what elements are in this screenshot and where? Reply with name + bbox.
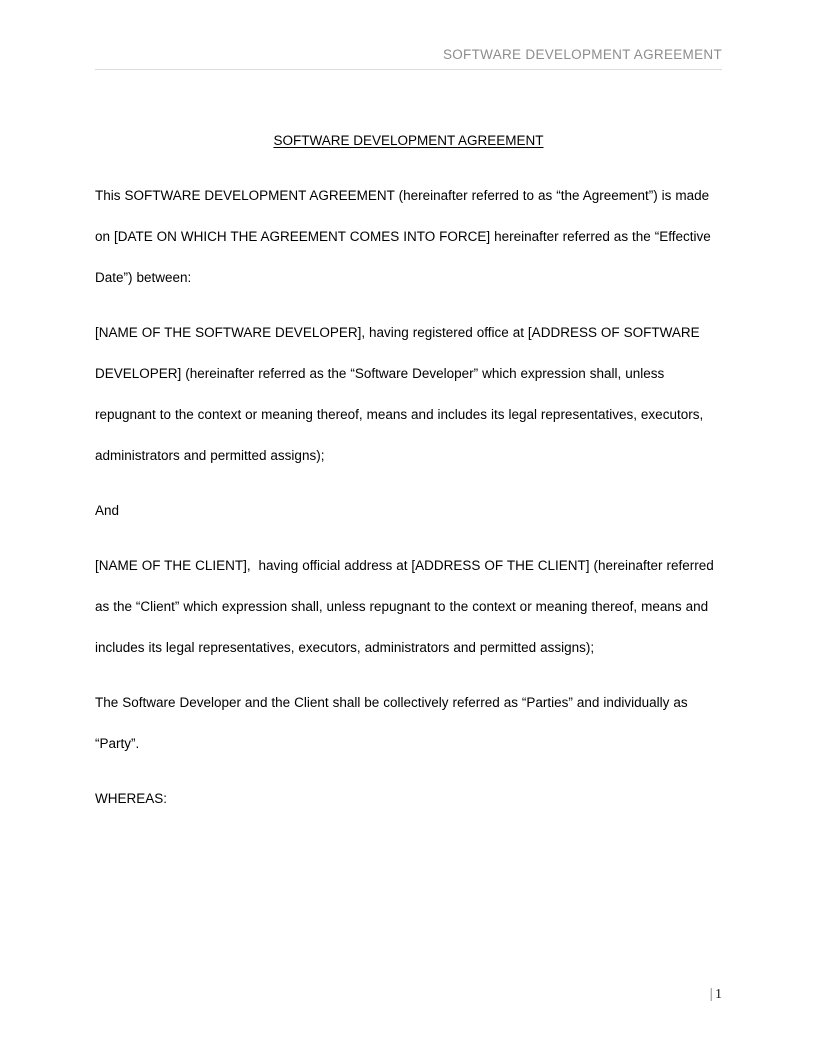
page-title bbox=[95, 120, 722, 161]
paragraph-party-software-developer: [NAME OF THE SOFTWARE DEVELOPER], having registered office at [ADDRESS OF SOFTWARE DEVELOPER] (hereinafter referred as the “Software Developer” which expression shall, unless repugnant to the context or meaning thereof, means and includes its legal representatives, executors, administrators and permitted assigns); bbox=[95, 325, 708, 463]
paragraph-conjunction-and: And bbox=[95, 503, 120, 518]
header-divider bbox=[95, 69, 722, 70]
page-header bbox=[95, 46, 722, 70]
paragraph-recital-agreement-date: This SOFTWARE DEVELOPMENT AGREEMENT (hereinafter referred to as “the Agreement”) is made on [DATE ON WHICH THE AGREEMENT COMES INTO FORCE] hereinafter referred as the “Effective Date”) between: bbox=[95, 188, 715, 285]
document-body bbox=[95, 120, 722, 819]
footer-page-number: 1 bbox=[715, 987, 722, 1002]
paragraph-whereas-heading: WHEREAS: bbox=[95, 791, 168, 806]
footer-separator: | bbox=[709, 986, 713, 1001]
page-title-text: SOFTWARE DEVELOPMENT AGREEMENT bbox=[273, 133, 544, 148]
page-footer bbox=[95, 985, 722, 1004]
paragraph-parties-definition: The Software Developer and the Client shall be collectively referred as “Parties” and individually as “Party”. bbox=[95, 695, 692, 751]
running-header-title: SOFTWARE DEVELOPMENT AGREEMENT bbox=[442, 47, 722, 62]
paragraph-party-client: [NAME OF THE CLIENT], having official address at [ADDRESS OF THE CLIENT] (hereinafter referred as the “Client” which expression shall, unless repugnant to the context or meaning thereof, means and includes its legal representatives, executors, administrators and permitted assigns); bbox=[95, 558, 718, 655]
